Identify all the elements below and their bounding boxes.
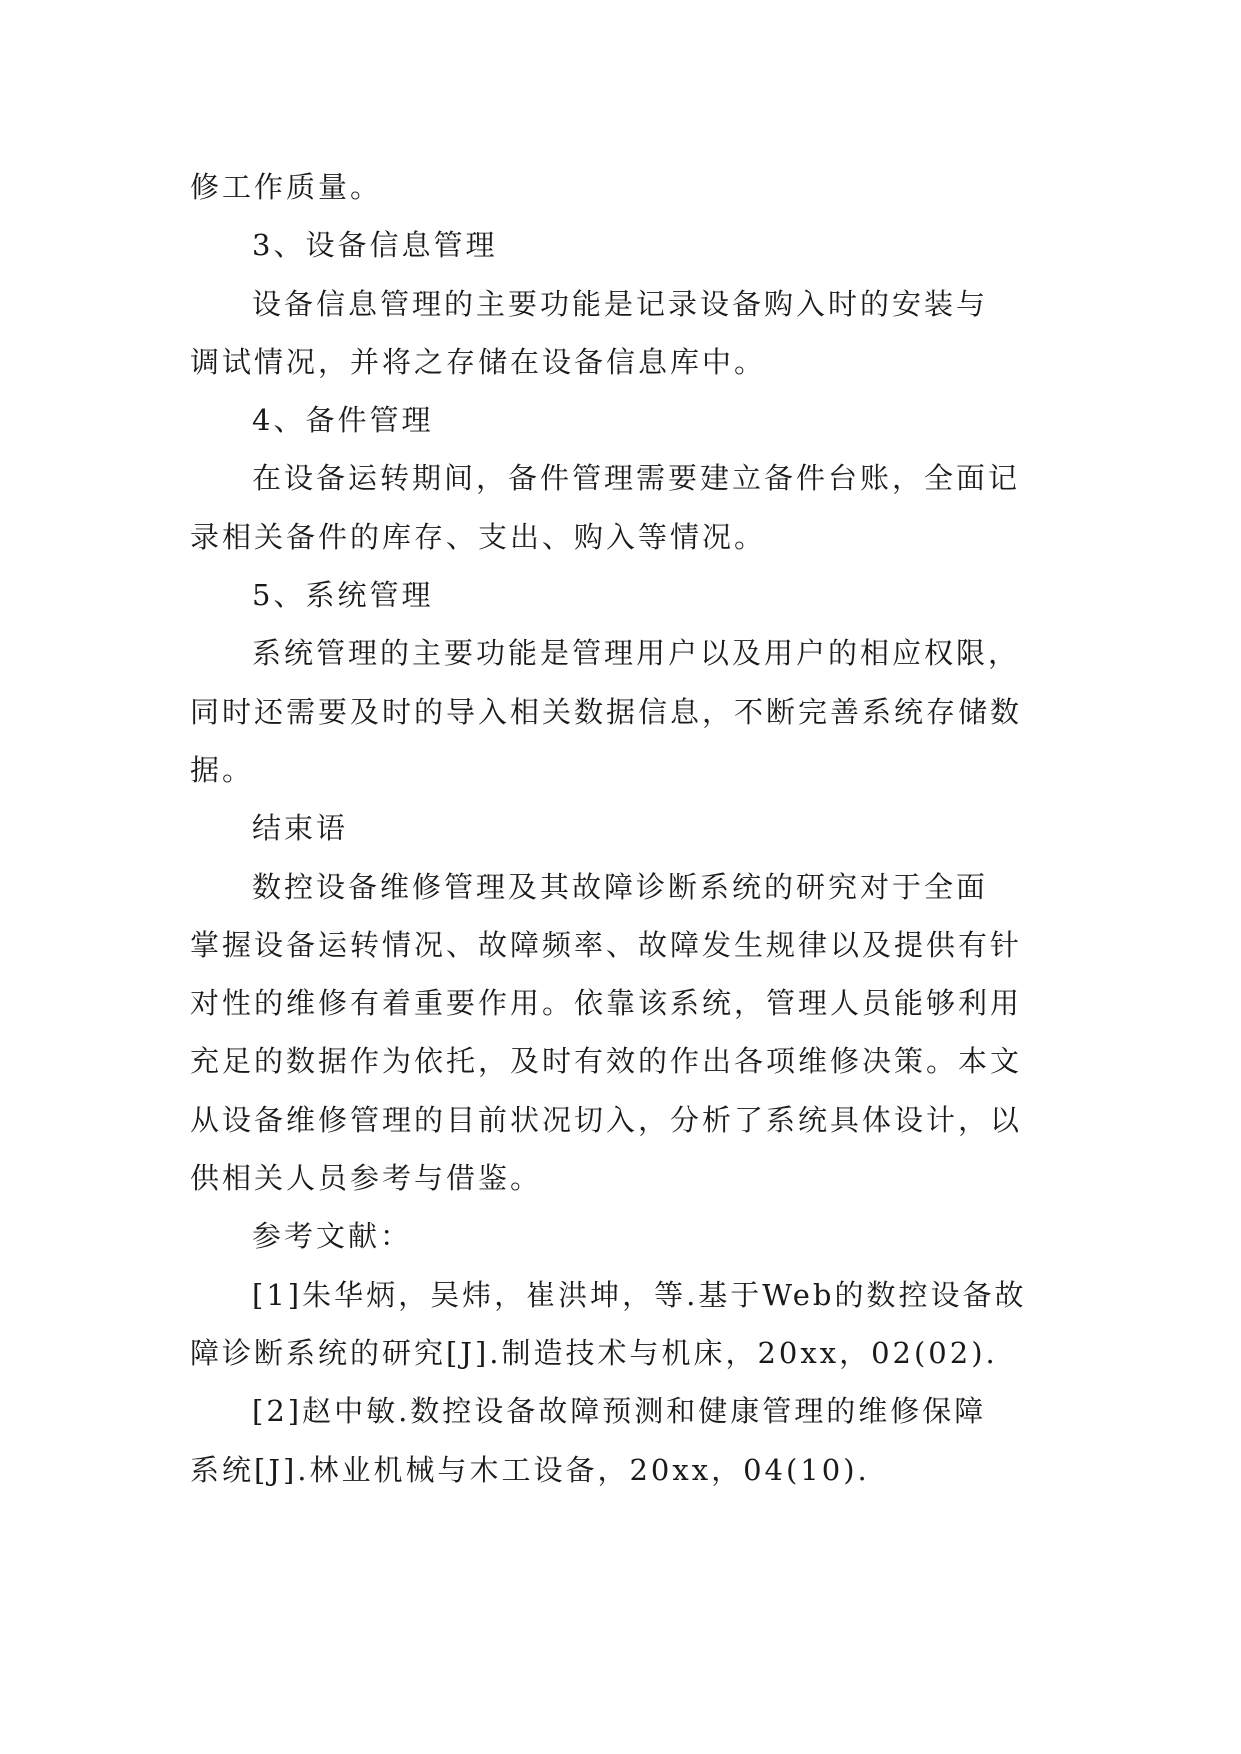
text-line: 掌握设备运转情况、故障频率、故障发生规律以及提供有针 [190, 927, 1023, 962]
section-heading-references: 参考文献： [252, 1219, 413, 1254]
reference-1: [1]朱华炳，吴炜，崔洪坤，等.基于Web的数控设备故 [252, 1277, 1027, 1312]
text-line: 调试情况，并将之存储在设备信息库中。 [190, 344, 767, 379]
text-line: 充足的数据作为依托，及时有效的作出各项维修决策。本文 [190, 1044, 1023, 1079]
section-heading-spare-parts: 4、备件管理 [252, 403, 434, 438]
text-line: 对性的维修有着重要作用。依靠该系统，管理人员能够利用 [190, 986, 1023, 1021]
text-line: 从设备维修管理的目前状况切入，分析了系统具体设计，以 [190, 1102, 1023, 1137]
text-line: 录相关备件的库存、支出、购入等情况。 [190, 519, 767, 554]
section-heading-conclusion: 结束语 [252, 811, 349, 846]
reference-1-continued: 障诊断系统的研究[J].制造技术与机床，20xx，02(02). [190, 1335, 998, 1370]
text-line: 设备信息管理的主要功能是记录设备购入时的安装与 [252, 286, 989, 321]
text-line: 系统管理的主要功能是管理用户以及用户的相应权限， [252, 636, 1021, 671]
document-body [190, 158, 1070, 1499]
reference-2-continued: 系统[J].林业机械与木工设备，20xx，04(10). [190, 1452, 870, 1487]
reference-2: [2]赵中敏.数控设备故障预测和健康管理的维修保障 [252, 1394, 987, 1429]
text-line: 供相关人员参考与借鉴。 [190, 1161, 543, 1196]
text-line: 修工作质量。 [190, 170, 383, 204]
text-line: 数控设备维修管理及其故障诊断系统的研究对于全面 [252, 869, 989, 904]
section-heading-system-management: 5、系统管理 [252, 578, 434, 613]
section-heading-equipment-info: 3、设备信息管理 [252, 228, 498, 263]
text-line: 在设备运转期间，备件管理需要建立备件台账，全面记 [252, 461, 1021, 496]
text-line: 同时还需要及时的导入相关数据信息，不断完善系统存储数 [190, 694, 1023, 729]
text-line: 据。 [190, 752, 255, 787]
